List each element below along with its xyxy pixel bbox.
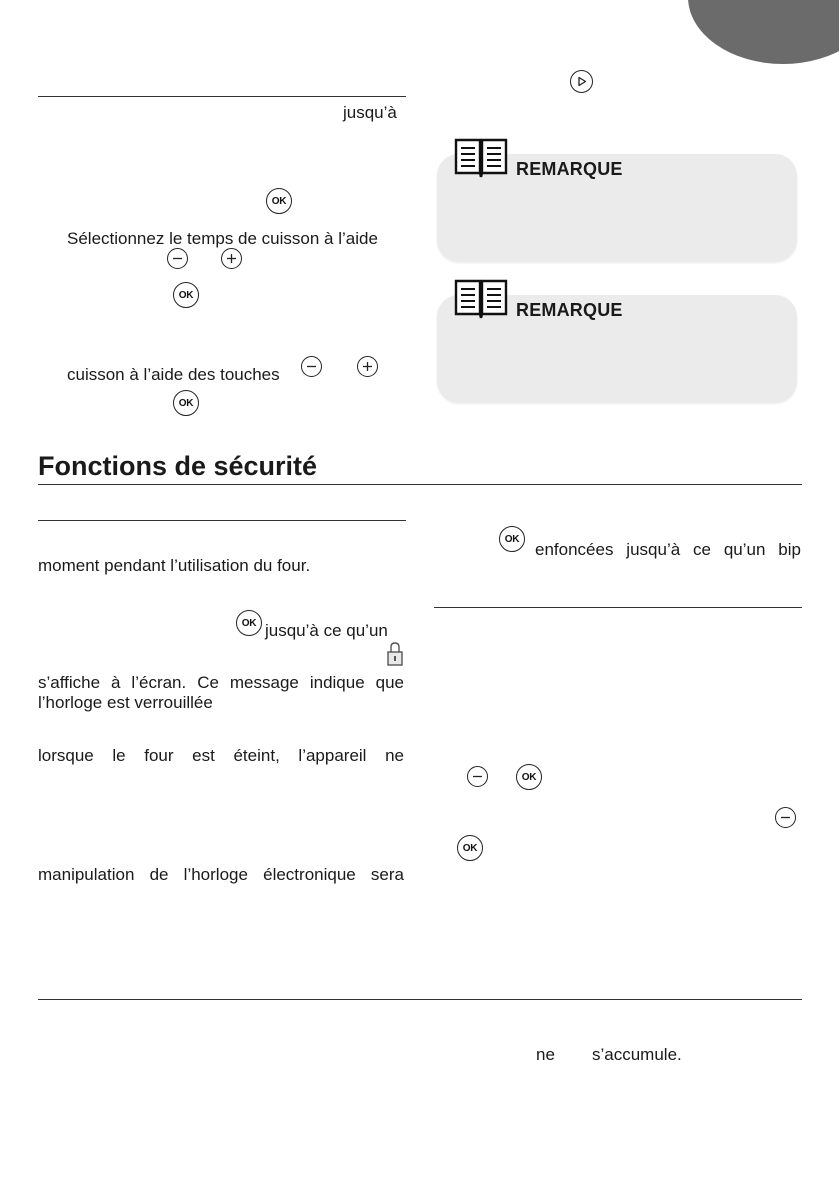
bottom-rule: [38, 999, 802, 1000]
minus-icon: [167, 248, 188, 269]
left-line6: manipulation de l’horloge électronique sera: [38, 865, 404, 884]
left-line4: l’horloge est verrouillée: [38, 693, 213, 712]
minus-icon: [301, 356, 322, 377]
ok-icon: OK: [516, 764, 542, 790]
ok-icon: OK: [266, 188, 292, 214]
left-top-line1: jusqu’à: [343, 103, 397, 122]
left-sub-rule: [38, 520, 406, 521]
ok-icon: OK: [499, 526, 525, 552]
top-left-rule: [38, 96, 406, 97]
section-title: Fonctions de sécurité: [38, 451, 318, 481]
left-top-line3: cuisson à l’aide des touches: [67, 365, 280, 384]
plus-icon: [357, 356, 378, 377]
note-label: REMARQUE: [516, 159, 623, 179]
note-label: REMARQUE: [516, 300, 623, 320]
left-line2: jusqu’à ce qu’un: [265, 621, 388, 640]
lock-icon: [386, 641, 404, 672]
play-icon: [570, 70, 593, 93]
book-icon: [453, 277, 509, 324]
ok-icon: OK: [173, 390, 199, 416]
minus-icon: [467, 766, 488, 787]
left-line1: moment pendant l’utilisation du four.: [38, 556, 311, 575]
ok-icon: OK: [457, 835, 483, 861]
right-sub-rule: [434, 607, 802, 608]
ok-icon: OK: [173, 282, 199, 308]
left-line3: s’affiche à l’écran. Ce message indique que: [38, 673, 404, 692]
book-icon: [453, 136, 509, 183]
left-top-line2: Sélectionnez le temps de cuisson à l’aide: [67, 229, 378, 248]
minus-icon: [775, 807, 796, 828]
bottom-word2: s’accumule.: [592, 1045, 682, 1064]
page-corner-tab: [688, 0, 839, 64]
left-line5: lorsque le four est éteint, l’appareil ne: [38, 746, 404, 765]
ok-icon: OK: [236, 610, 262, 636]
right-line1: enfoncées jusqu’à ce qu’un bip: [535, 540, 801, 559]
plus-icon: [221, 248, 242, 269]
bottom-word1: ne: [536, 1045, 555, 1064]
section-title-rule: [38, 484, 802, 485]
